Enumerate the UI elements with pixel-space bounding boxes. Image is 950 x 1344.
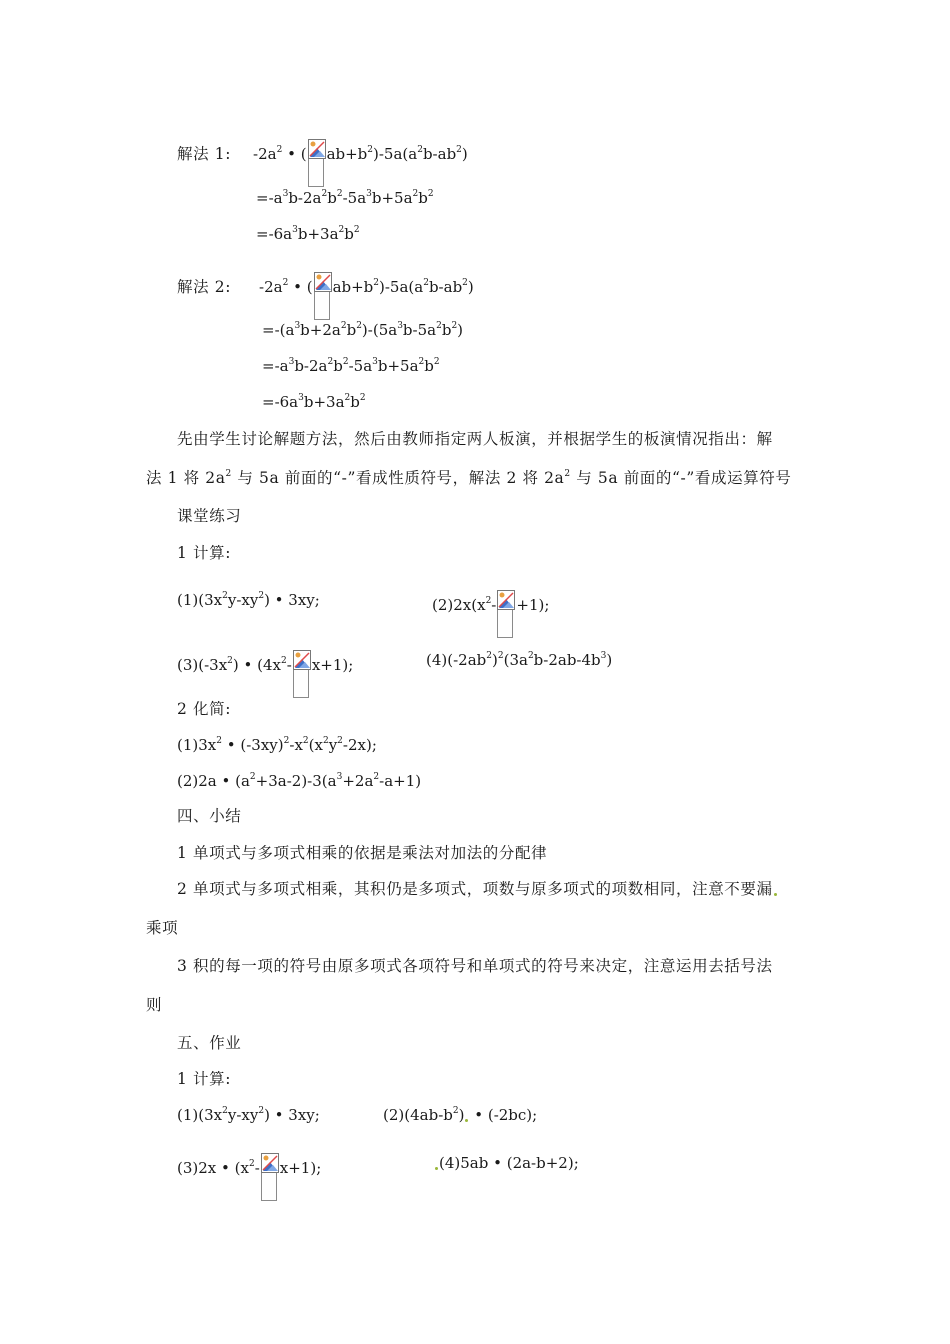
- homework-item: [177, 1153, 321, 1189]
- image-placeholder-icon: [293, 650, 311, 686]
- expr: ): [467, 278, 474, 296]
- expr: • (: [282, 145, 307, 163]
- expr: y: [328, 736, 338, 754]
- expr: -a+1): [379, 772, 422, 790]
- expr: b-2ab-4b: [533, 651, 601, 669]
- exp: 2: [344, 393, 351, 403]
- homework-item: [434, 1153, 579, 1173]
- expr: (2)(4ab-b: [383, 1106, 453, 1124]
- exp: 2: [356, 321, 362, 331]
- solution-2-step-3: [262, 392, 366, 412]
- expr: ): [492, 651, 498, 669]
- expr: -x: [289, 736, 303, 754]
- paragraph-line: [146, 468, 792, 488]
- solution-1-step-1: [256, 188, 434, 208]
- exp: 2: [338, 225, 345, 235]
- exp: 2: [418, 357, 425, 367]
- expr: +3a-2)-3(a: [255, 772, 337, 790]
- expr: ) • (4x: [232, 656, 281, 674]
- exp: 3: [282, 189, 289, 199]
- expr: )-(5a: [361, 321, 398, 339]
- expr: y-xy: [227, 591, 259, 609]
- expr: ab+b: [332, 278, 374, 296]
- expr: b-ab: [428, 278, 463, 296]
- exp: 2: [367, 145, 374, 155]
- summary-point: 1 单项式与多项式相乘的依据是乘法对加法的分配律: [177, 844, 548, 862]
- exp: 2: [486, 651, 492, 661]
- homework-item: [383, 1105, 537, 1125]
- expr: -2x);: [342, 736, 377, 754]
- expr: b: [441, 321, 452, 339]
- exp: 2: [227, 656, 233, 666]
- expr: b: [344, 225, 354, 243]
- solution-2-step-2: [262, 356, 440, 376]
- text: 法 1 将 2a: [146, 469, 226, 487]
- exp: 2: [427, 189, 434, 199]
- expr: (2)2a • (a: [177, 772, 250, 790]
- paragraph-line: 先由学生讨论解题方法，然后由教师指定两人板演，并根据学生的板演情况指出：解: [177, 430, 773, 448]
- expr: b-2a: [288, 189, 322, 207]
- text: 与 5a 前面的“-”看成性质符号，解法 2 将 2a: [231, 469, 565, 487]
- expr: +2a: [342, 772, 374, 790]
- summary-point-continued: 则: [146, 996, 163, 1014]
- exp: 2: [281, 656, 287, 666]
- exp: 3: [292, 225, 298, 235]
- expr: (3a: [503, 651, 528, 669]
- exp: 2: [249, 772, 256, 782]
- exp: 2: [417, 145, 423, 155]
- exercise-item: [177, 650, 353, 686]
- exp: 3: [298, 393, 304, 403]
- exp: 2: [564, 468, 571, 479]
- expr: -5a: [348, 357, 373, 375]
- section-heading: 课堂练习: [177, 507, 242, 525]
- solution-1-step-2: [256, 224, 360, 244]
- exp: 2: [373, 772, 380, 782]
- expr: x+1);: [279, 1159, 322, 1177]
- exp: 3: [366, 189, 372, 199]
- simplify-heading: 2 化简:: [177, 700, 232, 718]
- text: 与 5a 前面的“-”看成运算符号: [570, 469, 792, 487]
- summary-point: 3 积的每一项的符号由原多项式各项符号和单项式的符号来决定，注意运用去括号法: [177, 957, 773, 975]
- expr: -5a: [342, 189, 367, 207]
- expr: )-5a(a: [373, 145, 418, 163]
- expr: b+2a: [300, 321, 341, 339]
- exp: 2: [216, 736, 222, 746]
- expr: =-a: [262, 357, 289, 375]
- expr: ): [606, 651, 613, 669]
- expr: b: [327, 189, 337, 207]
- expr: =-(a: [262, 321, 295, 339]
- exp: 2: [423, 278, 429, 288]
- solution-1-line: [177, 139, 468, 175]
- exp: 2: [321, 189, 328, 199]
- exp: 2: [452, 1106, 459, 1116]
- expr: +1);: [516, 596, 550, 614]
- expr: ): [461, 145, 468, 163]
- expr: b: [424, 357, 434, 375]
- label: 解法 1:: [177, 145, 232, 163]
- exp: 2: [456, 145, 462, 155]
- expr: (4)(-2ab: [426, 651, 487, 669]
- homework-heading: 1 计算:: [177, 1070, 232, 1088]
- exercise-item: [432, 590, 549, 626]
- section-heading: 四、小结: [177, 807, 242, 825]
- section-heading: 五、作业: [177, 1034, 242, 1052]
- expr: -2a: [259, 278, 283, 296]
- expr: • (: [288, 278, 313, 296]
- expr: (3)(-3x: [177, 656, 228, 674]
- expr: (x: [308, 736, 323, 754]
- exp: 2: [222, 1106, 228, 1116]
- expr: b+5a: [377, 357, 419, 375]
- exp: 2: [282, 278, 289, 288]
- expr: b+5a: [371, 189, 413, 207]
- exp: 2: [485, 596, 492, 606]
- exp: 2: [322, 736, 329, 746]
- exercise-heading: 1 计算:: [177, 544, 232, 562]
- expr: (1)(3x: [177, 1106, 223, 1124]
- solution-2-line: [177, 272, 474, 308]
- image-placeholder-icon: [497, 590, 515, 626]
- exp: 2: [342, 357, 349, 367]
- expr: • (-3xy): [222, 736, 284, 754]
- expr: -: [254, 1159, 260, 1177]
- expr: b+3a: [303, 393, 345, 411]
- simplify-item: [177, 771, 421, 791]
- simplify-item: [177, 735, 377, 755]
- expr: b-2a: [294, 357, 328, 375]
- expr: )-5a(a: [379, 278, 424, 296]
- expr: • (-2bc);: [469, 1106, 538, 1124]
- marker-dot: [774, 893, 777, 896]
- exp: 2: [497, 651, 504, 661]
- exp: 2: [248, 1159, 255, 1169]
- expr: ) • 3xy;: [264, 1106, 320, 1124]
- exp: 2: [462, 278, 468, 288]
- expr: b: [418, 189, 428, 207]
- summary-point-continued: 乘项: [146, 919, 179, 937]
- exp: 2: [225, 468, 232, 479]
- expr: -: [286, 656, 292, 674]
- exp: 2: [222, 591, 228, 601]
- exp: 2: [353, 225, 360, 235]
- exercise-item: [177, 590, 320, 610]
- expr: b: [333, 357, 343, 375]
- text: 2 单项式与多项式相乘，其积仍是多项式，项数与原多项式的项数相同，注意不要漏: [177, 880, 773, 898]
- expr: -: [491, 596, 497, 614]
- exp: 3: [372, 357, 378, 367]
- expr: -2a: [253, 145, 277, 163]
- expr: =-6a: [256, 225, 293, 243]
- image-placeholder-icon: [261, 1153, 279, 1189]
- image-placeholder-icon: [314, 272, 332, 308]
- expr: y-xy: [227, 1106, 259, 1124]
- exp: 2: [336, 189, 343, 199]
- expr: (2)2x(x: [432, 596, 486, 614]
- expr: ab+b: [326, 145, 368, 163]
- marker-dot: [465, 1119, 468, 1122]
- exp: 2: [258, 1106, 265, 1116]
- expr: =-6a: [262, 393, 299, 411]
- expr: ): [457, 321, 464, 339]
- expr: (3)2x • (x: [177, 1159, 249, 1177]
- exp: 2: [527, 651, 534, 661]
- exp: 2: [359, 393, 366, 403]
- exp: 2: [276, 145, 283, 155]
- homework-item: [177, 1105, 320, 1125]
- image-placeholder-icon: [308, 139, 326, 175]
- exp: 2: [340, 321, 347, 331]
- exp: 2: [412, 189, 419, 199]
- expr: b-ab: [422, 145, 457, 163]
- exp: 2: [433, 357, 440, 367]
- exp: 2: [337, 736, 343, 746]
- expr: b: [346, 321, 357, 339]
- marker-dot: [435, 1167, 438, 1170]
- expr: b-5a: [402, 321, 437, 339]
- expr: =-a: [256, 189, 283, 207]
- summary-point: [177, 879, 778, 899]
- exp: 2: [451, 321, 458, 331]
- exp: 3: [397, 321, 403, 331]
- expr: ): [458, 1106, 465, 1124]
- exp: 3: [288, 357, 295, 367]
- exp: 2: [373, 278, 380, 288]
- exp: 3: [600, 651, 607, 661]
- exp: 2: [302, 736, 309, 746]
- exp: 2: [436, 321, 442, 331]
- exp: 3: [336, 772, 343, 782]
- expr: (1)3x: [177, 736, 217, 754]
- exercise-item: [426, 650, 612, 670]
- expr: x+1);: [311, 656, 354, 674]
- exp: 3: [294, 321, 301, 331]
- expr: (1)(3x: [177, 591, 223, 609]
- solution-2-step-1: [262, 320, 463, 340]
- exp: 2: [283, 736, 290, 746]
- label: 解法 2:: [177, 278, 232, 296]
- expr: b+3a: [297, 225, 339, 243]
- exp: 2: [327, 357, 334, 367]
- exp: 2: [258, 591, 265, 601]
- expr: ) • 3xy;: [264, 591, 320, 609]
- expr: (4)5ab • (2a-b+2);: [439, 1154, 579, 1172]
- expr: b: [350, 393, 360, 411]
